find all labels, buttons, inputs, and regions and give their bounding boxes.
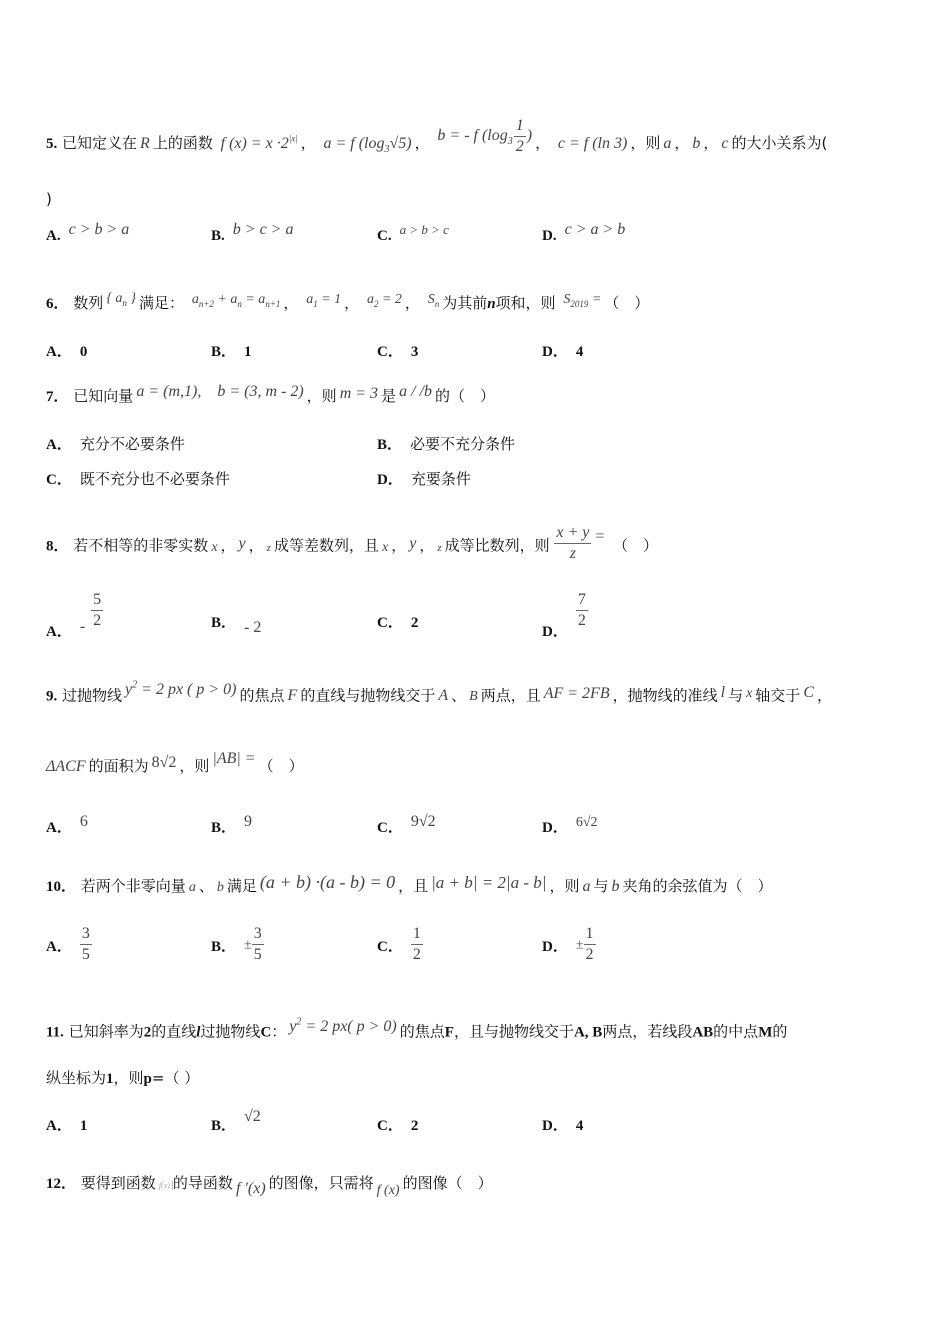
option-letter: A．	[46, 1118, 72, 1134]
text: l	[196, 1024, 201, 1041]
math: f(x)	[156, 1181, 173, 1190]
text: =（ ）	[151, 1069, 200, 1087]
denominator: 2	[93, 612, 102, 629]
option-letter: D．	[542, 938, 568, 955]
text: 纵坐标为	[46, 1069, 107, 1087]
option-letter: C．	[377, 344, 403, 360]
option-c[interactable]	[377, 222, 449, 245]
text: 项和，则	[495, 294, 556, 312]
math: m = 3	[339, 385, 379, 402]
question-6-options	[46, 340, 910, 380]
text: 数列	[73, 294, 104, 312]
option-letter: C.	[377, 228, 392, 244]
option-letter: A．	[46, 938, 72, 955]
math	[560, 292, 604, 307]
text: 的（ ）	[434, 387, 495, 405]
question-number: 6．	[46, 296, 69, 312]
question-9	[46, 681, 910, 708]
question-5-options	[46, 221, 910, 266]
option-value: b > c > a	[232, 221, 294, 238]
math: x	[211, 539, 218, 555]
option-b[interactable]	[211, 611, 262, 636]
math: z	[437, 541, 442, 554]
math-part: = 2 px( p > 0)	[301, 1018, 397, 1036]
math-part: + a	[213, 292, 238, 307]
math: AF = 2FB	[543, 685, 610, 703]
text: 的	[772, 1022, 788, 1041]
question-7-options-row-2	[46, 468, 910, 508]
text: 已知定义在	[62, 134, 138, 153]
text: 要得到函数	[80, 1174, 156, 1192]
math-part: )	[526, 127, 533, 145]
option-value: 6	[79, 813, 88, 830]
math-part: S	[563, 292, 571, 307]
option-d[interactable]	[542, 924, 596, 965]
option-letter: A.	[46, 228, 61, 244]
math: f (x)	[376, 1183, 400, 1198]
option-letter: A．	[46, 344, 72, 360]
denominator: 5	[253, 946, 262, 963]
option-sign: ±	[575, 937, 584, 953]
option-letter: D．	[377, 472, 403, 488]
math-sup: 2	[296, 1017, 302, 1028]
option-letter: A．	[46, 820, 72, 836]
option-letter: C．	[377, 820, 403, 836]
math-sub: 1	[313, 298, 318, 309]
option-a[interactable]	[46, 590, 103, 640]
math-sup: 2	[132, 680, 138, 691]
option-b[interactable]	[211, 812, 253, 836]
text: 过抛物线	[200, 1022, 261, 1041]
option-letter: D.	[542, 228, 557, 244]
math: l	[720, 684, 726, 702]
question-5-continued	[46, 188, 910, 210]
text: C	[260, 1024, 272, 1041]
text: ，	[703, 134, 719, 153]
math-part: √5)	[389, 135, 412, 153]
math	[364, 292, 405, 307]
fraction	[554, 523, 591, 564]
denominator: 2	[515, 138, 524, 155]
math-sub: n+1	[265, 298, 281, 309]
math: x	[746, 686, 753, 702]
text: 满足	[226, 877, 257, 895]
math-part: }	[126, 291, 137, 306]
option-b[interactable]	[211, 221, 294, 245]
question-10	[46, 874, 910, 899]
option-b[interactable]	[211, 340, 252, 361]
text: 若两个非零向量	[80, 877, 186, 895]
math: (a + b) ·(a - b) = 0	[259, 872, 396, 892]
option-b[interactable]	[211, 924, 264, 965]
math	[189, 292, 284, 307]
fraction	[91, 590, 103, 631]
option-c[interactable]	[377, 340, 418, 361]
option-value: - 2	[244, 619, 262, 636]
math	[320, 135, 414, 156]
math	[122, 681, 239, 698]
math: |AB| =	[212, 750, 256, 767]
text: 上的函数	[152, 134, 213, 153]
math: b	[216, 880, 224, 895]
option-value: 充分不必要条件	[79, 435, 185, 453]
text: ，抛物线的准线	[612, 686, 718, 705]
math	[103, 291, 139, 306]
text: 的直线与抛物线交于	[300, 686, 436, 705]
text: 1	[106, 1071, 114, 1087]
math: R	[140, 135, 150, 153]
text: 的图像（ ）	[402, 1174, 493, 1192]
text: ，	[414, 134, 430, 153]
option-letter: B．	[211, 820, 237, 836]
text: F	[444, 1024, 454, 1041]
option-value: 0	[79, 344, 88, 360]
math: ΔACF	[46, 758, 86, 775]
option-b[interactable]	[211, 1108, 261, 1135]
text: ，	[300, 134, 316, 153]
text: （ ）	[258, 757, 304, 775]
math-part: f (x) = x ·2	[220, 135, 289, 153]
math-sub: 3	[384, 144, 390, 156]
option-letter: A．	[46, 437, 72, 453]
text: ，则	[113, 1069, 144, 1087]
denominator: 2	[577, 612, 586, 629]
math-sub: 3	[507, 136, 513, 148]
text: （ ）	[612, 536, 658, 555]
option-letter: C．	[46, 472, 72, 488]
text: ，则	[549, 877, 580, 895]
math	[286, 1018, 399, 1035]
text: p	[143, 1071, 152, 1087]
option-a[interactable]	[46, 1114, 87, 1135]
question-number: 10．	[46, 879, 77, 895]
math-sup: |x|	[288, 133, 298, 144]
option-b[interactable]	[377, 433, 515, 454]
text: 的直线	[151, 1022, 197, 1041]
question-number: 7．	[46, 389, 69, 405]
text: ，	[630, 134, 646, 153]
numerator: x + y	[554, 523, 591, 544]
option-a[interactable]	[46, 812, 88, 836]
option-sign: -	[79, 617, 86, 635]
option-d[interactable]	[542, 340, 583, 361]
question-number: 9.	[46, 688, 58, 705]
numerator: 7	[576, 590, 588, 611]
math-part: y	[125, 681, 133, 699]
option-letter: B．	[211, 615, 237, 631]
option-d[interactable]	[377, 468, 471, 489]
math: c	[721, 135, 729, 153]
option-letter: B．	[211, 1118, 237, 1134]
question-8-options	[46, 590, 910, 640]
text: 的大小关系为(	[731, 134, 828, 153]
denominator: z	[569, 545, 577, 562]
text: 轴交于	[755, 686, 801, 705]
option-value: 必要不充分条件	[410, 435, 516, 453]
text: ，	[419, 536, 435, 555]
math-sub: n	[122, 297, 127, 308]
text: ，	[535, 134, 551, 153]
math: c = f (ln 3)	[557, 135, 628, 153]
text: 的中点	[713, 1022, 759, 1041]
text: ，且	[398, 877, 429, 895]
math: x	[381, 539, 389, 555]
option-sign: ±	[244, 937, 252, 953]
math: |a + b| = 2|a - b|	[431, 873, 547, 892]
option-value: c > b > a	[68, 221, 130, 238]
math: b	[692, 135, 701, 153]
text: 的面积为	[88, 757, 149, 775]
math-sub: n	[434, 298, 440, 309]
math: y	[409, 534, 417, 552]
math: =	[594, 527, 606, 545]
option-value: 9	[244, 813, 253, 830]
question-12	[46, 1172, 910, 1197]
question-7	[46, 385, 910, 408]
fraction	[584, 924, 596, 965]
option-value: 4	[575, 1118, 584, 1134]
option-a[interactable]	[46, 433, 185, 454]
text: ，	[283, 294, 299, 312]
math-sub: n	[237, 298, 242, 309]
option-value: 6√2	[575, 815, 598, 830]
option-value: 既不充分也不必要条件	[79, 470, 230, 488]
math: b	[611, 878, 620, 895]
text: 的焦点	[239, 686, 285, 705]
math: a	[188, 880, 196, 895]
option-letter: A．	[46, 623, 72, 640]
math: a	[663, 135, 672, 153]
text: 已知向量	[73, 387, 134, 405]
fraction	[514, 116, 526, 157]
text: 、	[451, 686, 467, 705]
text: n	[487, 296, 496, 312]
option-value: 1	[79, 1118, 88, 1134]
text: 的焦点	[399, 1022, 445, 1041]
fraction	[411, 924, 423, 965]
option-letter: B.	[211, 228, 225, 244]
text: ，则	[179, 757, 210, 775]
question-8	[46, 526, 910, 567]
option-d[interactable]	[542, 1114, 583, 1135]
option-c[interactable]	[377, 611, 418, 632]
math-part: b = - f (log	[437, 127, 508, 145]
text: 两点，若线段	[602, 1022, 693, 1041]
text: （ ）	[604, 294, 650, 312]
text: AB	[692, 1024, 714, 1041]
math: f ′(x)	[235, 1180, 266, 1197]
option-letter: C．	[377, 615, 403, 631]
text: ，	[391, 536, 407, 555]
option-value: 4	[575, 344, 584, 360]
fraction	[80, 924, 92, 965]
text: 为其前	[442, 294, 488, 312]
math	[434, 117, 535, 155]
option-value: 3	[410, 344, 419, 360]
numerator: 1	[514, 116, 526, 137]
math-part: S	[427, 292, 435, 307]
question-9-continued	[46, 750, 910, 778]
question-number: 11.	[46, 1024, 64, 1041]
denominator: 5	[81, 946, 90, 963]
question-11-options	[46, 1108, 910, 1154]
math: z	[266, 541, 271, 554]
text: 与	[593, 877, 609, 895]
math-part: a	[191, 292, 199, 307]
math	[218, 135, 301, 152]
option-letter: C．	[377, 1118, 403, 1134]
math-sub: 2	[373, 298, 379, 309]
option-letter: B．	[377, 437, 403, 453]
math: B	[469, 689, 478, 705]
option-c[interactable]	[46, 468, 230, 489]
math-part: = 1	[317, 292, 342, 307]
option-value: 2	[410, 1118, 419, 1134]
option-letter: B．	[211, 938, 237, 955]
option-c[interactable]	[377, 924, 423, 965]
text: ，	[248, 536, 264, 555]
numerator: 3	[252, 924, 264, 945]
option-c[interactable]	[377, 1114, 418, 1135]
numerator: 1	[411, 924, 423, 945]
math-part: =	[588, 292, 602, 307]
math: y	[238, 534, 246, 552]
option-d[interactable]	[542, 221, 626, 245]
text: 的导函数	[172, 1174, 233, 1192]
math: F	[287, 687, 298, 705]
text: 两点，且	[480, 686, 541, 705]
question-6	[46, 292, 910, 320]
math-part: a = f (log	[323, 135, 385, 153]
text: ，	[674, 134, 690, 153]
option-a[interactable]	[46, 924, 92, 965]
text: 是	[381, 387, 397, 405]
option-value: √2	[244, 1108, 261, 1125]
question-5	[46, 117, 910, 165]
option-letter: D．	[542, 344, 568, 360]
text: 、	[198, 877, 214, 895]
option-value: c > a > b	[564, 221, 626, 238]
fraction	[252, 924, 264, 965]
text: 成等差数列，且	[273, 536, 379, 555]
text: 则	[645, 134, 661, 153]
text: M	[758, 1024, 773, 1041]
math: a	[582, 878, 591, 895]
numerator: 3	[80, 924, 92, 945]
question-7-options-row-1	[46, 433, 910, 473]
text: 过抛物线	[62, 686, 123, 705]
option-value: a > b > c	[399, 222, 449, 237]
option-letter: D．	[542, 1118, 568, 1134]
option-a[interactable]	[46, 221, 130, 245]
option-d[interactable]	[542, 812, 598, 836]
question-9-options	[46, 812, 910, 852]
question-11	[46, 1017, 910, 1043]
question-number: 5.	[46, 136, 58, 153]
math	[303, 292, 344, 307]
math-sub: 2019	[570, 298, 589, 309]
option-value: 1	[244, 344, 252, 360]
math: A	[438, 687, 449, 705]
text: ，	[404, 294, 420, 312]
numerator: 1	[584, 924, 596, 945]
text: 的图像，只需将	[268, 1174, 374, 1192]
denominator: 2	[585, 946, 594, 963]
math	[425, 292, 443, 307]
question-10-options	[46, 924, 910, 964]
option-a[interactable]	[46, 340, 87, 361]
option-value: 充要条件	[410, 470, 471, 488]
text: )	[46, 190, 52, 208]
text: ，且与抛物线交于	[453, 1022, 574, 1041]
text: 与	[728, 686, 744, 705]
option-d[interactable]	[542, 590, 588, 640]
math: 8√2	[151, 754, 177, 771]
text: ，	[816, 686, 832, 705]
option-letter: B．	[211, 344, 237, 360]
option-c[interactable]	[377, 812, 436, 836]
denominator: 2	[412, 946, 421, 963]
text: 若不相等的非零实数	[73, 536, 209, 555]
text: 成等比数列，则	[444, 536, 550, 555]
question-11-continued	[46, 1067, 910, 1090]
text: A, B	[573, 1024, 603, 1041]
math-part: a	[306, 292, 314, 307]
fraction	[576, 590, 588, 631]
math-part: y	[289, 1018, 297, 1036]
numerator: 5	[91, 590, 103, 611]
math: a / /b	[399, 383, 432, 400]
text: 2	[143, 1024, 152, 1041]
math-part: = 2 px ( p > 0)	[137, 681, 237, 699]
option-letter: D．	[542, 623, 568, 640]
question-number: 12．	[46, 1176, 77, 1192]
option-letter: C．	[377, 938, 403, 955]
math: a = (m,1), b = (3, m - 2)	[136, 383, 304, 400]
math: C	[803, 684, 814, 702]
option-value: 2	[410, 615, 419, 631]
text: ：	[271, 1022, 287, 1041]
text: 夹角的余弦值为（ ）	[622, 877, 773, 895]
text: ，	[344, 294, 360, 312]
option-letter: D．	[542, 820, 568, 836]
option-value: 9√2	[410, 813, 436, 830]
text: ，	[220, 536, 236, 555]
math-part: = a	[241, 292, 266, 307]
text: ，则	[306, 387, 337, 405]
text: 满足：	[139, 294, 185, 312]
math-sub: n+2	[198, 298, 214, 309]
math-part: a	[366, 292, 374, 307]
math-part: { a	[106, 291, 123, 306]
question-number: 8．	[46, 538, 69, 555]
text: 已知斜率为	[68, 1022, 144, 1041]
math-part: = 2	[378, 292, 402, 307]
